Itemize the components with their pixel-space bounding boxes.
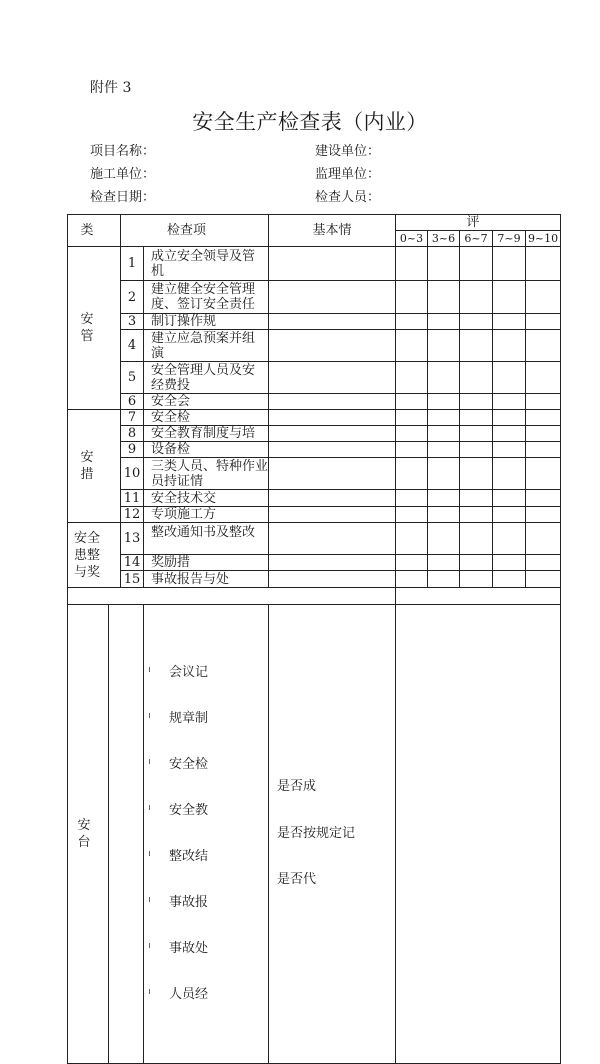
tick-mark [149, 759, 150, 764]
basic-status-cell [269, 458, 396, 490]
score-cell [460, 507, 493, 523]
table-row [68, 458, 561, 490]
score-cell [428, 247, 460, 281]
table-row [68, 442, 561, 458]
score-cell [493, 247, 526, 281]
tick-mark [149, 851, 150, 856]
score-cell [460, 571, 493, 588]
score-cell [396, 523, 428, 555]
basic-status-cell [269, 426, 396, 442]
score-cell [396, 410, 428, 426]
row-number: 11 [121, 490, 144, 507]
score-cell [493, 458, 526, 490]
score-cell [396, 490, 428, 507]
check-item: 建立应急预案并组 演 [144, 330, 269, 362]
header-score-range: 6~7 [460, 231, 493, 247]
score-cell [428, 426, 460, 442]
score-cell [428, 314, 460, 330]
header-row [68, 215, 561, 231]
row-number: 4 [121, 330, 144, 362]
score-cell [526, 410, 561, 426]
score-cell [428, 458, 460, 490]
ledger-item-label: 规章制 [169, 711, 209, 726]
check-item: 安全技术交 [144, 490, 269, 507]
ledger-list [144, 635, 268, 1033]
ledger-item-label: 安全教 [169, 803, 209, 818]
score-cell [396, 362, 428, 394]
header-score-range: 3~6 [428, 231, 460, 247]
score-cell [493, 555, 526, 571]
score-cell [526, 523, 561, 555]
tick-mark [149, 897, 150, 902]
score-cell [460, 247, 493, 281]
ledger-item-label: 会议记 [169, 665, 209, 680]
ledger-check: 是否成 [277, 779, 317, 795]
score-cell [428, 410, 460, 426]
empty-cell [109, 605, 144, 1064]
score-cell [428, 281, 460, 314]
score-cell [493, 362, 526, 394]
table-row [68, 555, 561, 571]
check-item: 奖励措 [144, 555, 269, 571]
score-cell [526, 555, 561, 571]
score-cell [493, 281, 526, 314]
ledger-item-label: 事故报 [169, 895, 209, 910]
ledger-item-label: 事故处 [169, 941, 209, 956]
header-score: 评 [396, 215, 561, 231]
score-cell [460, 458, 493, 490]
row-number: 7 [121, 410, 144, 426]
score-cell [460, 555, 493, 571]
empty-cell [396, 588, 561, 605]
basic-status-cell [269, 555, 396, 571]
project-name-label: 项目名称： [90, 144, 156, 159]
score-cell [396, 426, 428, 442]
check-item: 成立安全领导及管 机 [144, 247, 269, 281]
row-number: 10 [121, 458, 144, 490]
score-cell [526, 442, 561, 458]
score-cell [460, 330, 493, 362]
check-item: 专项施工方 [144, 507, 269, 523]
row-number: 13 [121, 523, 144, 555]
header-score-range: 9~10 [526, 231, 561, 247]
score-cell [460, 442, 493, 458]
score-cell [428, 523, 460, 555]
list-item [144, 849, 268, 865]
header-check-item: 检查项 [121, 215, 269, 247]
check-item: 事故报告与处 [144, 571, 269, 588]
score-cell [428, 490, 460, 507]
inspector-label: 检查人员： [315, 190, 381, 205]
score-cell [396, 314, 428, 330]
category-cell: 安 措 [68, 410, 121, 523]
check-item: 设备检 [144, 442, 269, 458]
score-cell [526, 330, 561, 362]
basic-status-cell [269, 571, 396, 588]
score-cell [526, 247, 561, 281]
header-score-range: 0~3 [396, 231, 428, 247]
score-cell [396, 394, 428, 410]
ledger-check: 是否按规定记 [277, 825, 356, 841]
score-cell [396, 247, 428, 281]
basic-status-cell [269, 247, 396, 281]
check-item: 安全管理人员及安 经费投 [144, 362, 269, 394]
inspection-table [67, 214, 561, 1064]
ledger-basic-status [269, 605, 396, 1064]
list-item [144, 711, 268, 727]
empty-row [68, 588, 561, 605]
row-number: 3 [121, 314, 144, 330]
ledger-check: 是否代 [277, 872, 317, 888]
score-cell [493, 571, 526, 588]
table-row [68, 281, 561, 314]
header-category: 类 [68, 215, 121, 247]
row-number: 12 [121, 507, 144, 523]
score-cell [493, 442, 526, 458]
table-row [68, 410, 561, 426]
score-cell [526, 571, 561, 588]
table-row [68, 330, 561, 362]
row-number: 2 [121, 281, 144, 314]
check-item: 安全教育制度与培 [144, 426, 269, 442]
score-cell [526, 426, 561, 442]
basic-status-cell [269, 314, 396, 330]
check-item: 三类人员、特种作业 员持证情 [144, 458, 269, 490]
score-cell [493, 330, 526, 362]
score-cell [428, 571, 460, 588]
basic-status-cell [269, 281, 396, 314]
contractor-unit-label: 施工单位： [90, 167, 156, 182]
score-cell [526, 314, 561, 330]
score-cell [526, 362, 561, 394]
score-cell [396, 507, 428, 523]
row-number: 8 [121, 426, 144, 442]
table-row [68, 314, 561, 330]
score-cell [428, 330, 460, 362]
tick-mark [149, 989, 150, 994]
ledger-item-label: 安全检 [169, 757, 209, 772]
ledger-item-label: 整改结 [169, 849, 209, 864]
score-cell [493, 410, 526, 426]
table-row [68, 426, 561, 442]
score-cell [460, 523, 493, 555]
list-item [144, 987, 268, 1003]
score-cell [460, 426, 493, 442]
check-item: 整改通知书及整改 [144, 523, 269, 555]
list-item [144, 665, 268, 681]
row-number: 5 [121, 362, 144, 394]
table-row [68, 571, 561, 588]
tick-mark [149, 713, 150, 718]
basic-status-cell [269, 330, 396, 362]
category-cell: 安全 患整 与奖 [68, 523, 121, 588]
table-row [68, 394, 561, 410]
score-cell [526, 281, 561, 314]
score-cell [493, 426, 526, 442]
basic-status-cell [269, 410, 396, 426]
basic-status-cell [269, 507, 396, 523]
row-number: 9 [121, 442, 144, 458]
basic-status-cell [269, 394, 396, 410]
page-title: 安全生产检查表（内业） [192, 110, 428, 134]
row-number: 14 [121, 555, 144, 571]
score-cell [460, 362, 493, 394]
score-cell [396, 442, 428, 458]
ledger-items-cell [144, 605, 269, 1064]
table-row [68, 507, 561, 523]
basic-status-cell [269, 490, 396, 507]
check-date-label: 检查日期： [90, 190, 156, 205]
ledger-item-label: 人员经 [169, 987, 209, 1002]
score-cell [493, 394, 526, 410]
check-item: 安全检 [144, 410, 269, 426]
list-item [144, 895, 268, 911]
score-cell [493, 507, 526, 523]
ledger-category: 安 台 [68, 605, 109, 1064]
table-row [68, 362, 561, 394]
basic-status-cell [269, 362, 396, 394]
score-cell [428, 442, 460, 458]
score-cell [526, 507, 561, 523]
construction-unit-label: 建设单位： [315, 144, 381, 159]
tick-mark [149, 943, 150, 948]
score-cell [396, 458, 428, 490]
score-cell [526, 394, 561, 410]
score-cell [396, 555, 428, 571]
category-cell: 安 管 [68, 247, 121, 410]
score-cell [526, 490, 561, 507]
score-cell [428, 362, 460, 394]
score-cell [428, 507, 460, 523]
score-cell [460, 394, 493, 410]
ledger-row [68, 605, 561, 1064]
score-cell [460, 410, 493, 426]
supervision-unit-label: 监理单位： [315, 167, 381, 182]
score-cell [526, 458, 561, 490]
table-row [68, 247, 561, 281]
check-item: 安全会 [144, 394, 269, 410]
tick-mark [149, 805, 150, 810]
score-cell [493, 490, 526, 507]
basic-status-cell [269, 523, 396, 555]
score-cell [428, 555, 460, 571]
row-number: 15 [121, 571, 144, 588]
score-cell [493, 523, 526, 555]
score-cell [460, 490, 493, 507]
empty-cell [68, 588, 396, 605]
table-row [68, 490, 561, 507]
score-cell [396, 571, 428, 588]
score-cell [460, 314, 493, 330]
header-score-range: 7~9 [493, 231, 526, 247]
header-basic-status: 基本情 [269, 215, 396, 247]
attachment-label: 附件 3 [90, 80, 132, 96]
check-item: 建立健全安全管理 度、签订安全责任 [144, 281, 269, 314]
check-item: 制订操作规 [144, 314, 269, 330]
ledger-score-cell [396, 605, 561, 1064]
row-number: 6 [121, 394, 144, 410]
score-cell [428, 394, 460, 410]
list-item [144, 803, 268, 819]
row-number: 1 [121, 247, 144, 281]
tick-mark [149, 667, 150, 672]
score-cell [396, 281, 428, 314]
list-item [144, 941, 268, 957]
table-row [68, 523, 561, 555]
list-item [144, 757, 268, 773]
score-cell [396, 330, 428, 362]
basic-status-cell [269, 442, 396, 458]
score-cell [493, 314, 526, 330]
score-cell [460, 281, 493, 314]
